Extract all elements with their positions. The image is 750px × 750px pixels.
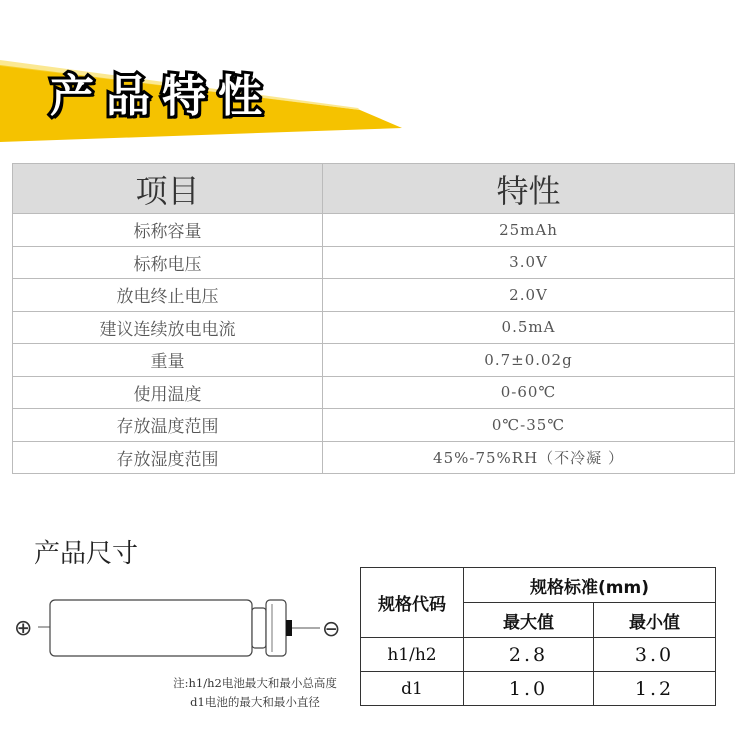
code-header: 规格代码 (361, 568, 464, 638)
table-row (13, 311, 735, 344)
spec-table (12, 163, 735, 474)
max-header: 最大值 (464, 603, 594, 638)
row-value: 3.0V (323, 246, 735, 279)
header-item: 项目 (13, 164, 323, 214)
table-row (13, 441, 735, 474)
row-value: 2.0V (323, 279, 735, 312)
table-row (13, 344, 735, 377)
spec-code: d1 (361, 672, 464, 706)
max-value: 2.8 (464, 638, 594, 672)
spec-code: h1/h2 (361, 638, 464, 672)
row-label: 存放温度范围 (13, 409, 323, 442)
row-label: 使用温度 (13, 376, 323, 409)
banner-title: 产品特性 (50, 71, 274, 122)
table-row (361, 672, 716, 706)
battery-cap (252, 608, 266, 648)
spec-table-header (13, 164, 735, 214)
battery-body (50, 600, 252, 656)
row-label: 建议连续放电电流 (13, 311, 323, 344)
row-label: 放电终止电压 (13, 279, 323, 312)
max-value: 1.0 (464, 672, 594, 706)
row-label: 重量 (13, 344, 323, 377)
row-value: 0-60℃ (323, 376, 735, 409)
table-row (13, 246, 735, 279)
plus-terminal-icon: ⊕ (14, 616, 33, 641)
row-value: 45%-75%RH（不冷凝 ） (323, 441, 735, 474)
row-label: 标称容量 (13, 214, 323, 247)
standard-header: 规格标准(mm) (464, 568, 716, 603)
table-row (13, 214, 735, 247)
size-note (150, 674, 360, 712)
title-banner (0, 0, 750, 150)
dim-header-row (361, 568, 716, 603)
table-row (13, 409, 735, 442)
table-row (13, 279, 735, 312)
min-value: 1.2 (594, 672, 716, 706)
battery-tab (286, 620, 292, 636)
size-section-title: 产品尺寸 (34, 539, 139, 569)
row-value: 25mAh (323, 214, 735, 247)
battery-cap-ring (266, 600, 286, 656)
row-label: 标称电压 (13, 246, 323, 279)
table-row (13, 376, 735, 409)
min-value: 3.0 (594, 638, 716, 672)
dimension-table (360, 567, 716, 706)
row-value: 0.5mA (323, 311, 735, 344)
row-label: 存放湿度范围 (13, 441, 323, 474)
min-header: 最小值 (594, 603, 716, 638)
header-property: 特性 (323, 164, 735, 214)
battery-diagram (10, 580, 360, 670)
minus-terminal-icon: ⊖ (322, 617, 341, 642)
table-row (361, 638, 716, 672)
row-value: 0.7±0.02g (323, 344, 735, 377)
row-value: 0℃-35℃ (323, 409, 735, 442)
note-line: 注:h1/h2电池最大和最小总高度 (173, 676, 337, 690)
note-line: d1电池的最大和最小直径 (190, 695, 320, 709)
